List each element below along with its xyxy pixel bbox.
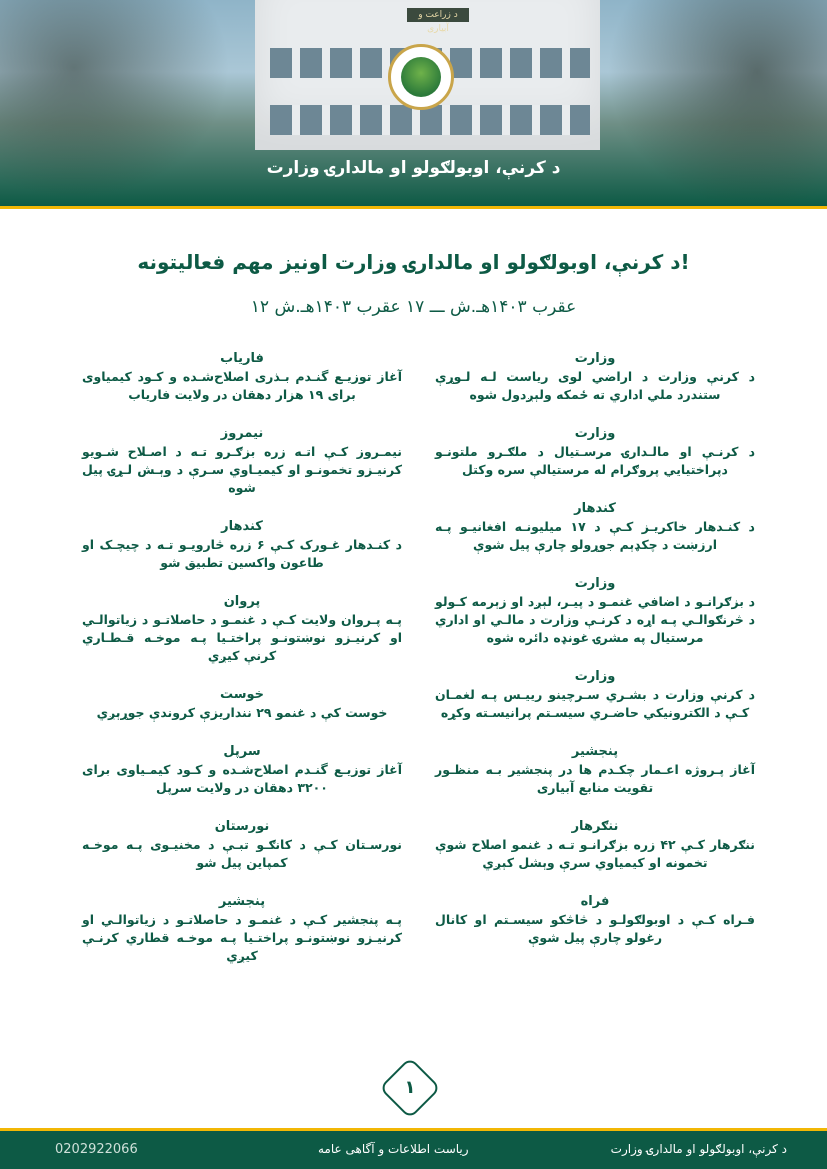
item-text: نیمـروز کـې اتـه زره بزګـرو تـه د اصـلاح شـویو کرنيـزو تخمونـو او کيميـاوي سـرې د وېـش لـړۍ پيل شوه [82,444,402,495]
right-column [435,350,755,968]
item-title: وزارت [574,669,616,684]
seal-emblem-icon [401,57,441,97]
list-item [435,425,755,479]
item-text: د بزګرانـو د اضافي غنمـو د پيـر، لېږد او زېرمه کـولو د څرنګوالـي پـه اړه د کرنـې وزارت د مالـي او اداري مرستيال په مشرۍ غونډه دائره شوه [435,594,755,645]
item-text: د کنـدهار خاکريـز کـې د ۱۷ میلیونـه افغانیـو پـه ارزښت د چکډېم جوړولو چارې پيل شوې [435,519,755,552]
item-title: پنجشیر [218,894,266,909]
item-text: د کرنې وزارت د بشـري سـرچينو رييـس پـه لغمـان کـې د الکترونیکي حاضـري سيسـتم پرانيسـته وکړه [435,687,755,720]
page-title: د کرنې، اوبولګولو او مالدارۍ وزارت اونيز مهم فعاليتونه! [137,250,690,274]
item-title: سرپل [223,744,261,759]
list-item [435,500,755,554]
item-text: فـراه کـې د اوبولګولـو د څاڅکو سيسـتم او کانال رغولو چارې پيل شوې [435,912,755,945]
list-item [435,893,755,947]
item-text: خوست کې د غنمو ۲۹ ننداريزې کروندې جوړېږي [96,705,388,720]
list-item [82,425,402,497]
item-title: نورستان [214,819,270,834]
header-title: د کرنې، اوبولګولو او مالدارۍ وزارت [266,158,561,178]
list-item [82,593,402,665]
item-title: کندهار [221,519,263,534]
item-text: نورسـتان کـې د کانګـو تبـې د مخنيـوی پـه موخـه کمپاين پيل شو [82,837,402,870]
list-item [82,818,402,872]
item-title: پنجشير [571,744,619,759]
item-title: وزارت [574,351,616,366]
date-range: ۱۲ عقرب ۱۴۰۳هـ.ش ـــ ۱۷ عقرب ۱۴۰۳هـ.ش [250,297,577,317]
header-banner [0,0,827,206]
item-title: وزارت [574,576,616,591]
ministry-seal-icon [388,44,454,110]
list-item [82,893,402,965]
list-item [435,743,755,797]
building-windows-row [270,105,590,135]
item-text: پـه پـروان ولایت کـې د غنمـو د حاصلاتـو د زیاتوالـي او کرنيـزو نوښتونـو پراختـيا پـه موخـه قـطـاري کرنې کیږي [82,612,402,663]
list-item [435,575,755,647]
list-item [435,668,755,722]
list-item [435,350,755,404]
footer-department: ریاست اطلاعات و آگاهی عامه [318,1142,469,1156]
gold-divider [0,206,827,209]
left-column [82,350,402,986]
list-item [82,686,402,722]
list-item [82,350,402,404]
item-text: آغاز پـروژه اعـمار چکـدم ها در پنجشیر بـه منظـور تقویت منابع آبیاری [435,762,755,795]
list-item [435,818,755,872]
page-number: ۱ [404,1077,416,1098]
item-text: پـه پنجشير کـې د غنمـو د حاصلاتـو د زیاتوالـي او کرنيـزو نوښتونـو پراختـيا پـه موخـه قطاري کرنـې کيږي [82,912,402,963]
building-sign: د زراعت و آبیاری [407,8,469,22]
footer [0,1128,827,1169]
item-title: وزارت [574,426,616,441]
item-text: د کرنې وزارت د اراضي لوی رياست لـه لـوړې ستندرد ملي اداري ته ځمکه ولېږدول شوه [435,369,755,402]
list-item [82,743,402,797]
item-title: کندهار [574,501,616,516]
footer-phone: 0202922066 [55,1142,138,1157]
item-text: آغاز توزيـع گنـدم بـذری اصلاح‌شـده و کـود کیمیاوی برای ۱۹ هزار دهقان در ولایت فاریاب [82,369,402,402]
item-title: ننګرهار [571,819,619,834]
item-title: خوست [219,687,265,702]
item-title: نیمروز [220,426,264,441]
item-title: فراه [580,894,610,909]
item-title: فارياب [220,351,264,366]
page-number-badge [379,1057,441,1119]
item-text: د کنـدهار غـورک کـې ۶ زره څارویـو تـه د چیچـک او طاعون واکسين تطبيق شو [82,537,403,570]
item-text: د کرنـې او مالـدارۍ مرسـتيال د ملګـرو ملتونـو دپراختيايي پروګرام له مرستيالې سره وکتل [435,444,755,477]
list-item [82,518,402,572]
item-title: پروان [223,594,261,609]
item-text: آغاز توزيـع گنـدم اصلاح‌شـده و کـود کیمـیاوی برای ۳۲۰۰ دهقان در ولایت سرپل [82,762,402,795]
item-text: ننګرهار کـې ۴۲ زره بزګرانـو تـه د غنمو اصلاح شوې تخمونه او کيمياوي سرې وېشل کېږي [435,837,755,870]
footer-ministry: د کرنې، اوبولګولو او مالدارۍ وزارت [610,1142,787,1156]
